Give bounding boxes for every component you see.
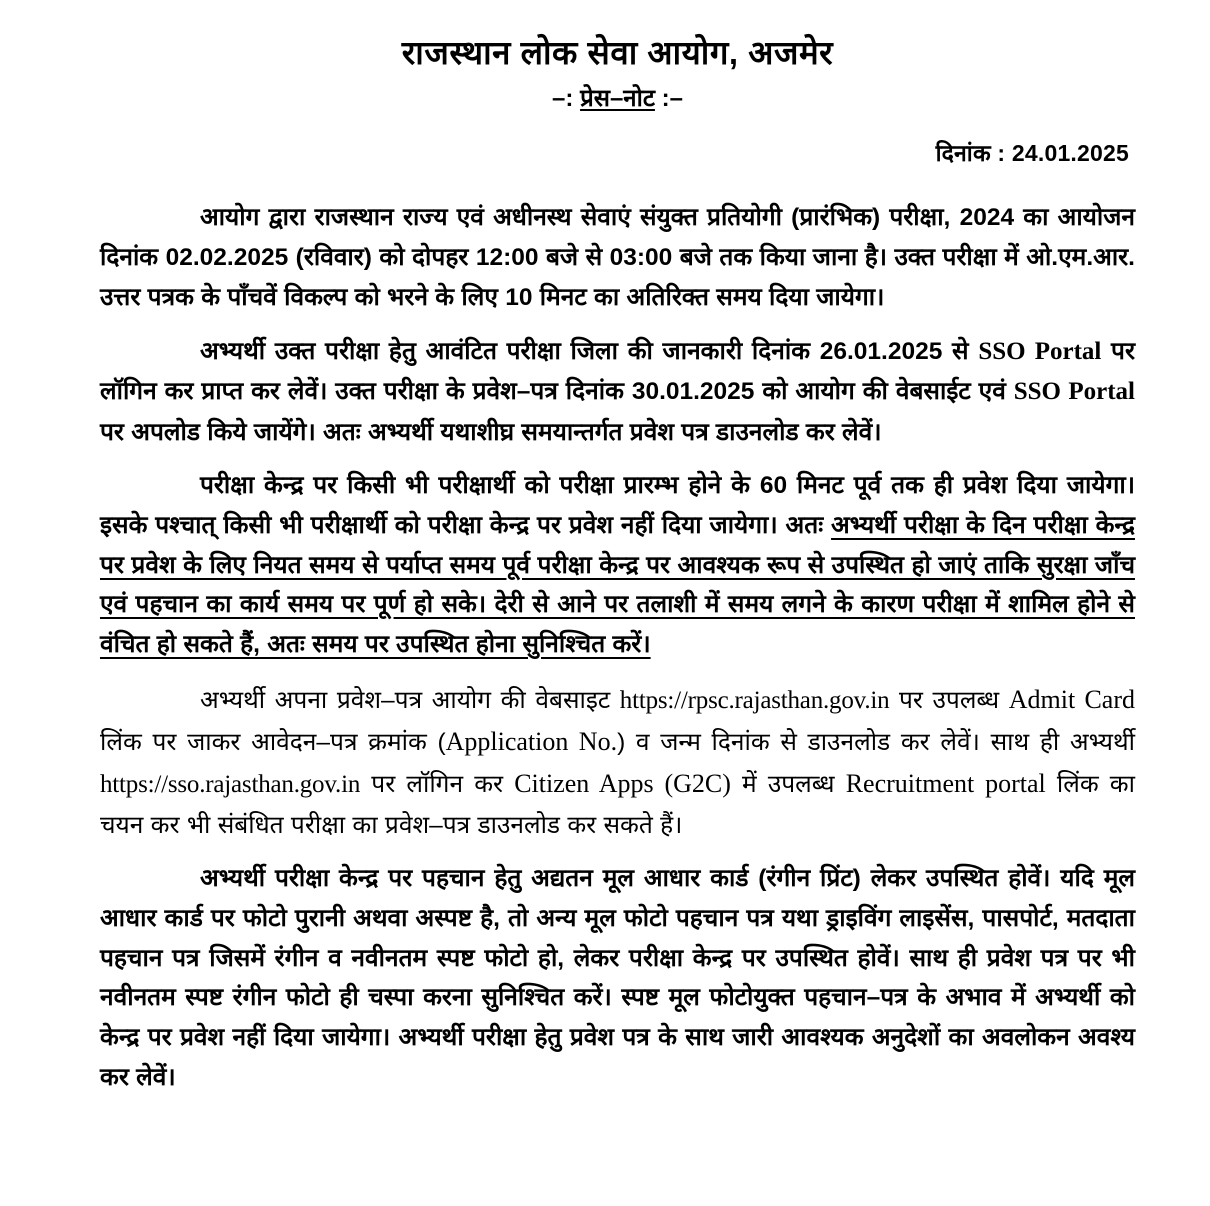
p4-citizen-apps-label: Citizen Apps (G2C) bbox=[514, 769, 731, 799]
p2-text-1: अभ्यर्थी उक्त परीक्षा हेतु आवंटित परीक्षा जिला की जानकारी दिनांक bbox=[200, 337, 820, 365]
p3-minutes-before: 60 bbox=[759, 472, 788, 500]
p4-application-no-label: Application No. bbox=[445, 727, 618, 757]
paragraph-download-instructions bbox=[100, 679, 1135, 846]
p4-text-3: लिंक पर जाकर आवेदन–पत्र क्रमांक ( bbox=[100, 729, 446, 757]
paragraph-entry-timing bbox=[100, 466, 1135, 664]
paragraph-identity-proof: अभ्यर्थी परीक्षा केन्द्र पर पहचान हेतु अद्यतन मूल आधार कार्ड (रंगीन प्रिंट) लेकर उपस्थित होवें। यदि मूल आधार कार्ड पर फोटो पुरानी अथवा अस्पष्ट है, तो अन्य मूल फोटो पहचान पत्र यथा ड्राइविंग लाइसेंस, पासपोर्ट, मतदाता पहचान पत्र जिसमें रंगीन व नवीनतम स्पष्ट फोटो हो, लेकर परीक्षा केन्द्र पर उपस्थित होवें। साथ ही प्रवेश पत्र पर भी नवीनतम स्पष्ट रंगीन फोटो ही चस्पा करना सुनिश्चित करें। स्पष्ट मूल फोटोयुक्त पहचान–पत्र के अभाव में अभ्यर्थी को केन्द्र पर प्रवेश नहीं दिया जायेगा। अभ्यर्थी परीक्षा हेतु प्रवेश पत्र के साथ जारी आवश्यक अनुदेशों का अवलोकन अवश्य कर लेवें। bbox=[100, 865, 1135, 1091]
p4-text-5: पर लॉगिन कर bbox=[360, 771, 515, 799]
p3-underlined-warning: अभ्यर्थी परीक्षा के दिन परीक्षा केन्द्र पर प्रवेश के लिए नियत समय से पर्याप्त समय पूर्व परीक्षा केन्द्र पर आवश्यक रूप से उपस्थित हो जाएं ताकि सुरक्षा जाँच एवं पहचान का कार्य समय पर पूर्ण हो सके। देरी से आने पर तलाशी में समय लगने के कारण परीक्षा में शामिल होने से वंचित हो सकते हैं, अतः समय पर उपस्थित होना सुनिश्चित करें। bbox=[100, 511, 1135, 658]
p4-text-4: ) व जन्म दिनांक से डाउनलोड कर लेवें। साथ ही अभ्यर्थी bbox=[617, 729, 1135, 757]
p4-admit-card-link-label: Admit Card bbox=[1008, 684, 1135, 714]
p1-text-3: (रविवार) को दोपहर bbox=[288, 244, 476, 272]
p4-recruitment-portal-label: Recruitment portal bbox=[845, 769, 1046, 799]
p2-sso-portal-label-2: SSO Portal bbox=[1013, 378, 1135, 405]
p1-text-5: बजे तक किया जाना है। उक्त परीक्षा में ओ.एम.आर. उत्तर पत्रक के पाँचवें विकल्प को भरने के लिए bbox=[100, 244, 1135, 311]
p4-sso-website-url: https://sso.rajasthan.gov.in bbox=[100, 771, 361, 799]
p4-text-6: में उपलब्ध bbox=[730, 771, 846, 799]
p3-text-1: परीक्षा केन्द्र पर किसी भी परीक्षार्थी को परीक्षा प्रारम्भ होने के bbox=[200, 472, 760, 500]
p2-sso-portal-label-1: SSO Portal bbox=[978, 337, 1102, 365]
document-body bbox=[100, 198, 1135, 1097]
paragraph-district-and-admit-card bbox=[100, 332, 1135, 453]
p4-rpsc-website-url: https://rpsc.rajasthan.gov.in bbox=[619, 686, 890, 714]
p4-text-7: लिंक का चयन कर भी संबंधित परीक्षा का प्रवेश–पत्र डाउनलोड कर सकते हैं। bbox=[100, 771, 1135, 839]
p1-text-1: आयोग द्वारा राजस्थान राज्य एवं अधीनस्थ सेवाएं संयुक्त प्रतियोगी (प्रारंभिक) परीक्षा, bbox=[200, 204, 960, 232]
subtitle-prefix-dash: –: bbox=[552, 85, 581, 113]
subtitle-press-note: प्रेस–नोट bbox=[580, 85, 655, 113]
subtitle-suffix-dash: :– bbox=[654, 85, 683, 113]
p1-exam-year: 2024 bbox=[959, 204, 1015, 232]
p4-text-1: अभ्यर्थी अपना प्रवेश–पत्र आयोग की वेबसाइट bbox=[200, 686, 620, 714]
p1-text-4: बजे से bbox=[538, 244, 610, 272]
p2-admit-card-date: 30.01.2025 bbox=[631, 378, 755, 405]
p2-text-5: पर अपलोड किये जायेंगे। अतः अभ्यर्थी यथाशीघ्र समयान्तर्गत प्रवेश पत्र डाउनलोड कर लेवें। bbox=[100, 418, 882, 446]
p1-time-end: 03:00 bbox=[609, 244, 673, 272]
date-value: 24.01.2025 bbox=[1011, 140, 1129, 167]
p1-text-2: का आयोजन दिनांक bbox=[100, 204, 1135, 272]
document-date bbox=[100, 136, 1135, 168]
p4-text-2: पर उपलब्ध bbox=[889, 686, 1009, 714]
date-label: दिनांक : bbox=[935, 140, 1012, 167]
document-subtitle bbox=[100, 83, 1135, 114]
p2-text-2: से bbox=[942, 337, 979, 365]
p1-text-6: मिनट का अतिरिक्त समय दिया जायेगा। bbox=[532, 283, 885, 311]
p2-text-3: पर लॉगिन कर प्राप्त कर लेवें। उक्त परीक्षा के प्रवेश–पत्र दिनांक bbox=[100, 337, 1135, 405]
p1-time-start: 12:00 bbox=[475, 244, 539, 272]
page-title: राजस्थान लोक सेवा आयोग, अजमेर bbox=[401, 34, 834, 71]
p1-exam-date: 02.02.2025 bbox=[165, 244, 289, 272]
paragraph-exam-schedule bbox=[100, 198, 1135, 317]
p3-text-2: मिनट पूर्व तक ही प्रवेश दिया जायेगा। इसके पश्चात् किसी भी परीक्षार्थी को परीक्षा केन्द्र पर प्रवेश नहीं दिया जायेगा। अतः bbox=[100, 472, 1135, 539]
p2-text-4: को आयोग की वेबसाईट एवं bbox=[754, 378, 1014, 405]
p2-district-info-date: 26.01.2025 bbox=[819, 337, 943, 365]
p1-extra-minutes: 10 bbox=[505, 283, 533, 311]
